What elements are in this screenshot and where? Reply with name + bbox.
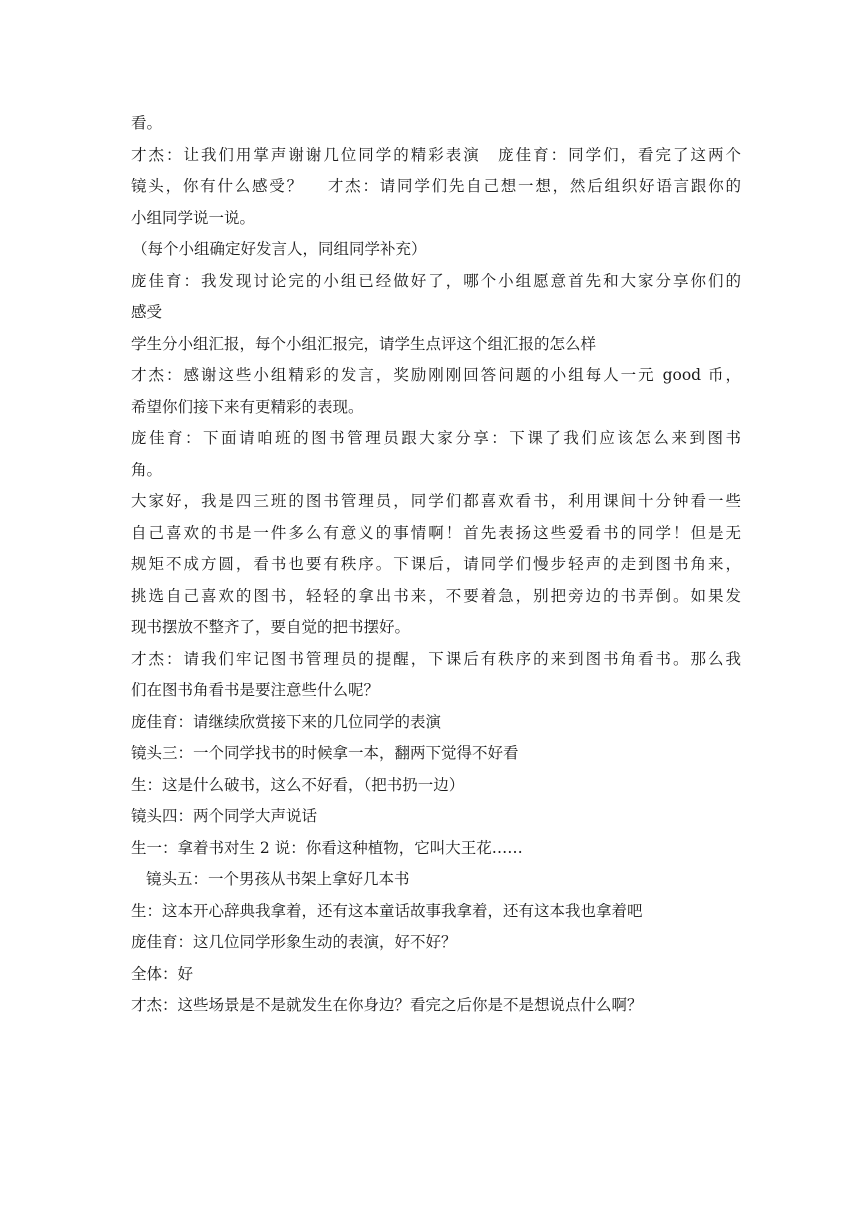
text-line: 希望你们接下来有更精彩的表现。 [131, 397, 364, 416]
text-line: 生：这本开心辞典我拿着，还有这本童话故事我拿着，还有这本我也拿着吧 [131, 901, 643, 920]
text-line: 镜头五：一个男孩从书架上拿好几本书 [146, 870, 410, 888]
text-line: 挑选自己喜欢的图书，轻轻的拿出书来，不要着急，别把旁边的书弄倒。如果发 [131, 586, 741, 605]
text-line: 庞佳育：请继续欣赏接下来的几位同学的表演 [131, 712, 442, 731]
text-line: 庞佳育：我发现讨论完的小组已经做好了，哪个小组愿意首先和大家分享你们的 [131, 271, 741, 290]
text-line: 庞佳育：下面请咱班的图书管理员跟大家分享：下课了我们应该怎么来到图书 [131, 429, 741, 447]
text-line: 才杰：感谢这些小组精彩的发言，奖励刚刚回答问题的小组每人一元 good 币， [131, 366, 741, 384]
text-line: 学生分小组汇报，每个小组汇报完，请学生点评这个组汇报的怎么样 [131, 334, 597, 353]
text-line: 小组同学说一说。 [131, 208, 256, 227]
document-body [131, 108, 741, 1022]
text-line: 生：这是什么破书，这么不好看，（把书扔一边） [131, 775, 465, 794]
text-line: 自己喜欢的书是一件多么有意义的事情啊！首先表扬这些爱看书的同学！但是无 [131, 523, 741, 542]
text-line: 庞佳育：这几位同学形象生动的表演，好不好？ [131, 933, 457, 951]
text-line: 感受 [131, 303, 163, 321]
text-line: 生一：拿着书对生 2 说：你看这种植物，它叫大王花…… [131, 838, 523, 857]
text-line: 角。 [131, 460, 163, 479]
text-line: （每个小组确定好发言人，同组同学补充） [132, 240, 427, 258]
text-line: 大家好，我是四三班的图书管理员，同学们都喜欢看书，利用课间十分钟看一些 [131, 492, 741, 510]
text-line: 镜头四：两个同学大声说话 [131, 807, 318, 825]
text-line: 才杰：这些场景是不是就发生在你身边？看完之后你是不是想说点什么啊？ [131, 996, 643, 1014]
text-line: 规矩不成方圆，看书也要有秩序。下课后，请同学们慢步轻声的走到图书角来， [131, 555, 741, 573]
text-line: 全体：好 [131, 964, 194, 983]
text-line: 才杰：让我们用掌声谢谢几位同学的精彩表演 庞佳育：同学们，看完了这两个 [131, 145, 741, 164]
text-line: 们在图书角看书是要注意些什么呢？ [131, 681, 380, 699]
text-line: 镜头三：一个同学找书的时候拿一本，翻两下觉得不好看 [131, 744, 519, 762]
text-line: 现书摆放不整齐了，要自觉的把书摆好。 [131, 618, 411, 636]
text-line: 看。 [131, 114, 163, 132]
text-line: 镜头，你有什么感受？ 才杰：请同学们先自己想一想，然后组织好语言跟你的 [131, 177, 741, 195]
text-line: 才杰：请我们牢记图书管理员的提醒，下课后有秩序的来到图书角看书。那么我 [131, 649, 741, 668]
